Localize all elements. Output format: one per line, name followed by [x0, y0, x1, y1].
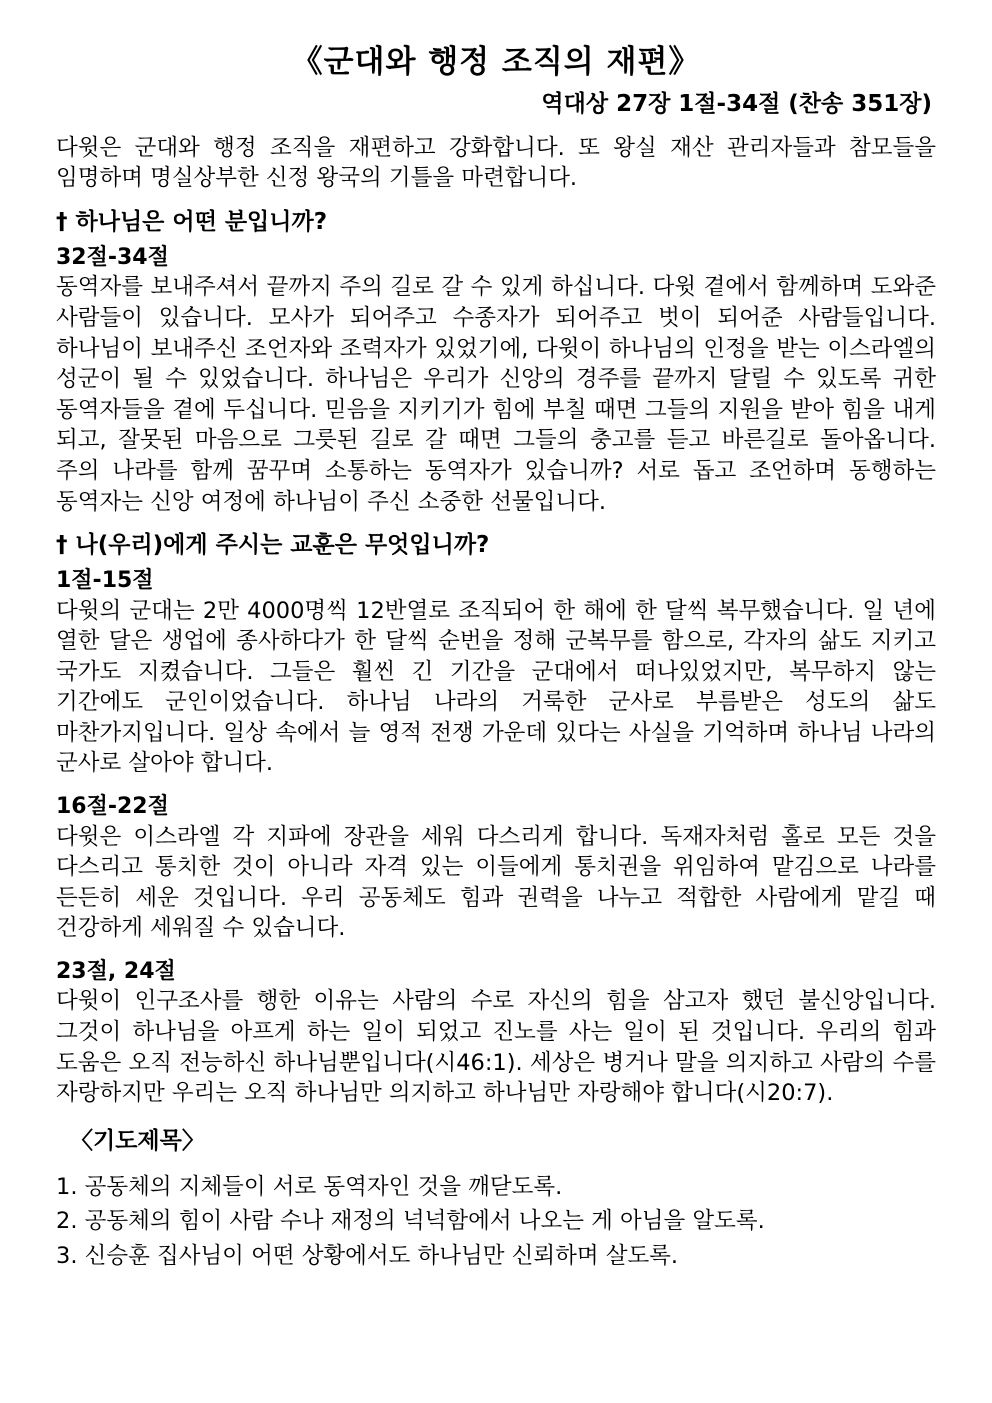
intro-paragraph: 다윗은 군대와 행정 조직을 재편하고 강화합니다. 또 왕실 재산 관리자들과 참모들을 임명하며 명실상부한 신정 왕국의 기틀을 마련합니다. — [56, 134, 936, 192]
verse-label-1-15: 1절-15절 — [56, 568, 154, 593]
verse-text-1-15: 다윗의 군대는 2만 4000명씩 12반열로 조직되어 한 해에 한 달씩 복무했습니다. 일 년에 열한 달은 생업에 종사하다가 한 달씩 순번을 정해 군복무를 함으로, 각자의 삶도 지키고 국가도 지켰습니다. 그들은 훨씬 긴 기간을 군대에서 떠나있었지만, 복무하지 않는 기간에도 군인이었습니다. 하나님 나라의 거룩한 군사로 부름받은 성도의 삶도 마찬가지입니다. 일상 속에서 늘 영적 전쟁 가운데 있다는 사실을 기억하며 하나님 나라의 군사로 살아야 합니다. — [56, 597, 936, 777]
scripture-reference: 역대상 27장 1절-34절 (찬송 351장) — [541, 91, 932, 118]
list-item: 1. 공동체의 지체들이 서로 동역자인 것을 깨닫도록. — [56, 1173, 563, 1200]
verse-text-23-24: 다윗이 인구조사를 행한 이유는 사람의 수로 자신의 힘을 삼고자 했던 불신앙입니다. 그것이 하나님을 아프게 하는 일이 되었고 진노를 사는 일이 된 것입니다. 우리의 힘과 도움은 오직 전능하신 하나님뿐입니다(시46:1). 세상은 병거나 말을 의지하고 사람의 수를 자랑하지만 우리는 오직 하나님만 의지하고 하나님만 자랑해야 합니다(시20:7). — [56, 988, 936, 1107]
document-title: 《군대와 행정 조직의 재편》 — [291, 44, 701, 80]
verse-text-16-22: 다윗은 이스라엘 각 지파에 장관을 세워 다스리게 합니다. 독재자처럼 홀로 모든 것을 다스리고 통치한 것이 아니라 자격 있는 이들에게 통치권을 위임하여 맡김으로 나라를 든든히 세운 것입니다. 우리 공동체도 힘과 권력을 나누고 적합한 사람에게 맡길 때 건강하게 세워질 수 있습니다. — [56, 823, 936, 942]
prayer-list — [56, 1171, 936, 1273]
prayer-heading: 〈기도제목〉 — [70, 1127, 205, 1154]
section-heading-lesson: † 나(우리)에게 주시는 교훈은 무엇입니까? — [56, 532, 490, 559]
section-heading-god: † 하나님은 어떤 분입니까? — [56, 208, 328, 235]
verse-label-16-22: 16절-22절 — [56, 794, 169, 820]
list-item: 2. 공동체의 힘이 사람 수나 재정의 넉넉함에서 나오는 게 아님을 알도록. — [56, 1208, 765, 1235]
list-item: 3. 신승훈 집사님이 어떤 상황에서도 하나님만 신뢰하며 살도록. — [56, 1242, 679, 1269]
verse-label-32-34: 32절-34절 — [56, 244, 169, 270]
verse-label-23-24: 23절, 24절 — [56, 958, 176, 984]
verse-text-32-34: 동역자를 보내주셔서 끝까지 주의 길로 갈 수 있게 하십니다. 다윗 곁에서 함께하며 도와준 사람들이 있습니다. 모사가 되어주고 수종자가 되어주고 벗이 되어준 사람들입니다. 하나님이 보내주신 조언자와 조력자가 있었기에, 다윗이 하나님의 인정을 받는 이스라엘의 성군이 될 수 있었습니다. 하나님은 우리가 신앙의 경주를 끝까지 달릴 수 있도록 귀한 동역자들을 곁에 두십니다. 믿음을 지키기가 힘에 부칠 때면 그들의 지원을 받아 힘을 내게 되고, 잘못된 마음으로 그릇된 길로 갈 때면 그들의 충고를 듣고 바른길로 돌아옵니다. 주의 나라를 함께 꿈꾸며 소통하는 동역자가 있습니까? 서로 돕고 조언하며 동행하는 동역자는 신앙 여정에 하나님이 주신 소중한 선물입니다. — [56, 274, 936, 515]
